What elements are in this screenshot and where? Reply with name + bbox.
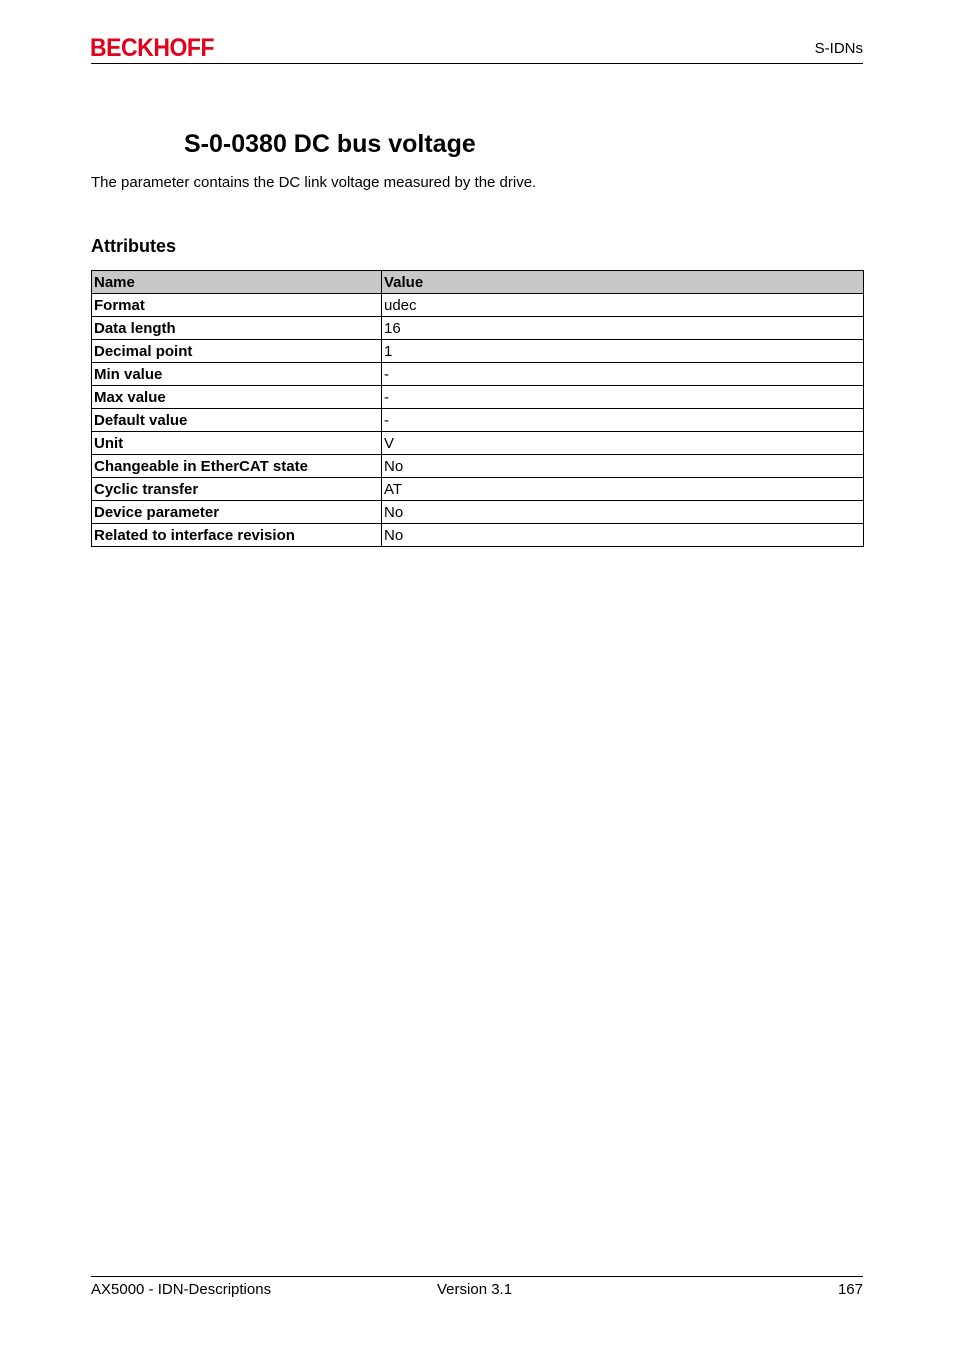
attribute-value: 1 (382, 340, 864, 363)
attribute-name: Related to interface revision (92, 524, 382, 547)
attribute-name: Unit (92, 432, 382, 455)
table-row (92, 501, 864, 524)
attribute-value: - (382, 409, 864, 432)
attribute-name: Data length (92, 317, 382, 340)
attribute-value: No (382, 455, 864, 478)
table-row (92, 363, 864, 386)
attribute-name: Cyclic transfer (92, 478, 382, 501)
table-row (92, 478, 864, 501)
intro-paragraph: The parameter contains the DC link voltage measured by the drive. (91, 174, 537, 191)
column-header-value: Value (382, 271, 864, 294)
table-row (92, 317, 864, 340)
attribute-name: Changeable in EtherCAT state (92, 455, 382, 478)
attribute-value: 16 (382, 317, 864, 340)
attribute-name: Min value (92, 363, 382, 386)
table-row (92, 386, 864, 409)
header-section-label: S-IDNs (814, 40, 863, 57)
page-title: S-0-0380 DC bus voltage (184, 130, 476, 158)
attribute-value: No (382, 524, 864, 547)
table-row (92, 340, 864, 363)
attribute-name: Max value (92, 386, 382, 409)
table-header-row (92, 271, 864, 294)
table-row (92, 294, 864, 317)
attribute-value: No (382, 501, 864, 524)
attribute-value: V (382, 432, 864, 455)
attribute-value: udec (382, 294, 864, 317)
attribute-name: Default value (92, 409, 382, 432)
footer-version: Version 3.1 (437, 1281, 513, 1298)
footer-page-number: 167 (837, 1281, 863, 1298)
attributes-table (91, 270, 864, 547)
table-row (92, 524, 864, 547)
table-row (92, 409, 864, 432)
table-row (92, 432, 864, 455)
attribute-value: - (382, 363, 864, 386)
beckhoff-logo: BECKHOFF (90, 34, 215, 62)
attribute-value: AT (382, 478, 864, 501)
attribute-name: Device parameter (92, 501, 382, 524)
attribute-value: - (382, 386, 864, 409)
attributes-heading: Attributes (91, 236, 176, 256)
column-header-name: Name (92, 271, 382, 294)
footer-document-title: AX5000 - IDN-Descriptions (91, 1281, 272, 1298)
table-row (92, 455, 864, 478)
attribute-name: Format (92, 294, 382, 317)
header-divider (91, 63, 863, 64)
attribute-name: Decimal point (92, 340, 382, 363)
footer-divider (91, 1276, 863, 1277)
